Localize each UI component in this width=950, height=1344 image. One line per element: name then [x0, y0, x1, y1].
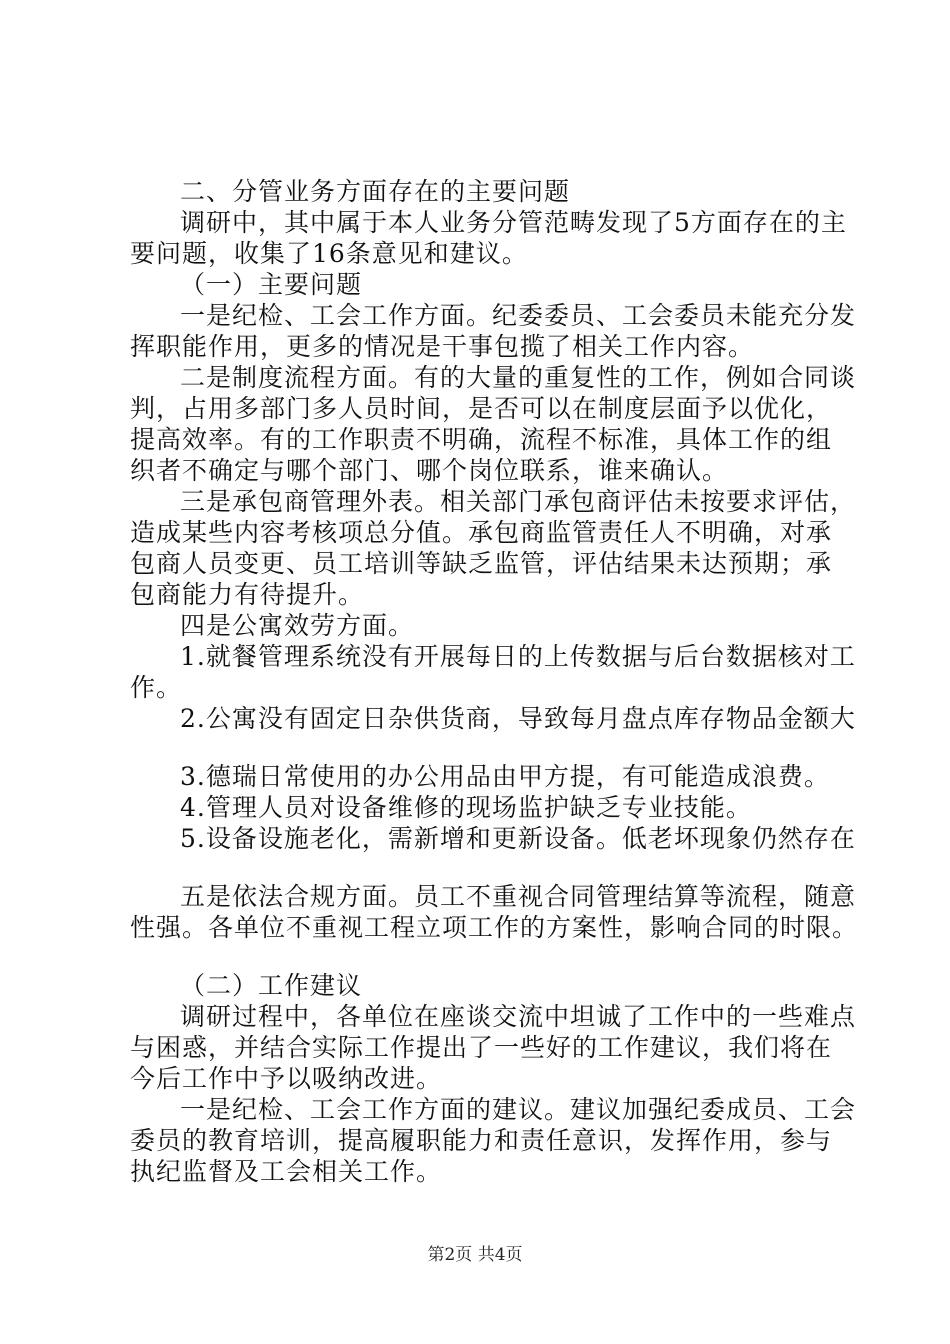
subsection-heading: （一）主要问题 — [180, 270, 363, 299]
list-item-continuation: 作。 — [130, 673, 183, 702]
subsection-heading: （二）工作建议 — [180, 971, 363, 1000]
list-item: 5.设备设施老化，需新增和更新设备。低老坏现象仍然存在 — [180, 824, 856, 853]
paragraph-line: 一是纪检、工会工作方面的建议。建议加强纪委成员、工会 — [180, 1095, 857, 1124]
paragraph-line: 与困惑，并结合实际工作提出了一些好的工作建议，我们将在 — [130, 1033, 833, 1062]
paragraph-line: 性强。各单位不重视工程立项工作的方案性，影响合同的时限。 — [130, 913, 859, 942]
paragraph-line: 提高效率。有的工作职责不明确，流程不标准，具体工作的组 — [130, 425, 833, 454]
paragraph-line: 二是制度流程方面。有的大量的重复性的工作，例如合同谈 — [180, 363, 857, 392]
paragraph-line: 一是纪检、工会工作方面。纪委委员、工会委员未能充分发 — [180, 301, 857, 330]
paragraph-line: 四是公寓效劳方面。 — [180, 611, 415, 640]
page-number-footer: 第2页 共4页 — [427, 1245, 523, 1265]
paragraph-line: 挥职能作用，更多的情况是干事包揽了相关工作内容。 — [130, 332, 755, 361]
paragraph-line: 今后工作中予以吸纳改进。 — [130, 1064, 443, 1093]
list-item: 4.管理人员对设备维修的现场监护缺乏专业技能。 — [180, 793, 752, 822]
paragraph-line: 执纪监督及工会相关工作。 — [130, 1157, 443, 1186]
paragraph-line: 包商人员变更、员工培训等缺乏监管，评估结果未达预期；承 — [130, 549, 833, 578]
paragraph-line: 调研中，其中属于本人业务分管范畴发现了5方面存在的主 — [180, 208, 847, 237]
paragraph-line: 三是承包商管理外表。相关部门承包商评估未按要求评估， — [180, 487, 857, 516]
paragraph-line: 造成某些内容考核项总分值。承包商监管责任人不明确，对承 — [130, 518, 833, 547]
section-heading: 二、分管业务方面存在的主要问题 — [180, 177, 571, 206]
paragraph-line: 五是依法合规方面。员工不重视合同管理结算等流程，随意 — [180, 882, 857, 911]
paragraph-line: 调研过程中，各单位在座谈交流中坦诚了工作中的一些难点 — [180, 1002, 857, 1031]
paragraph-line: 委员的教育培训，提高履职能力和责任意识，发挥作用，参与 — [130, 1126, 833, 1155]
paragraph-line: 要问题，收集了16条意见和建议。 — [130, 239, 528, 268]
paragraph-line: 织者不确定与哪个部门、哪个岗位联系，谁来确认。 — [130, 456, 729, 485]
paragraph-line: 判，占用多部门多人员时间，是否可以在制度层面予以优化， — [130, 394, 833, 423]
list-item: 3.德瑞日常使用的办公用品由甲方提，有可能造成浪费。 — [180, 762, 830, 791]
paragraph-line: 包商能力有待提升。 — [130, 580, 365, 609]
list-item: 1.就餐管理系统没有开展每日的上传数据与后台数据核对工 — [180, 642, 856, 671]
list-item: 2.公寓没有固定日杂供货商，导致每月盘点库存物品金额大 — [180, 704, 856, 733]
